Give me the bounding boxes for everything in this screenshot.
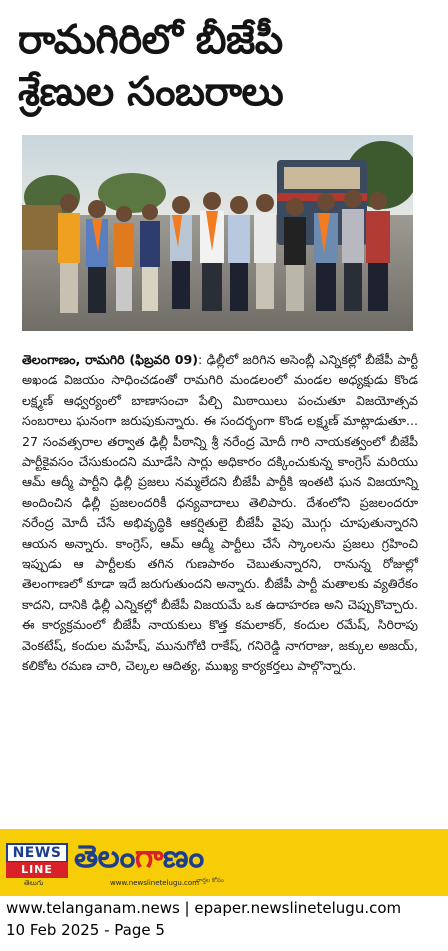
newsline-logo-bottom: LINE: [6, 862, 68, 878]
article-text: : ఢిల్లీలో జరిగిన అసెంబ్లీ ఎన్నికల్లో బీజేపీ పార్టీ అఖండ విజయం సాధించడంతో రామగిరి మండలంలో మండల అధ్యక్షుడు కొండ లక్ష్మణ్ ఆధ్వర్యంలో బాణాసంచా పేల్చి మిఠాయిలు పంచుతూ విజయోత్సవ సంబరాలు ఘనంగా జరుపుకున్నారు. ఈ సందర్భంగా కొండ లక్ష్మణ్ మాట్లాడుతూ... 27 సంవత్సరాల తర్వాత ఢిల్లీ పీఠాన్ని శ్రీ నరేంద్ర మోదీ గారి నాయకత్వంలో బీజేపీ పార్టీకైవసం చేసుకుందని మూడేసి సార్లు అధికారం దక్కించుకున్న కాంగ్రెస్ మరియు ఆమ్ ఆద్మీ పార్టీని ఢిల్లీ ప్రజలు నమ్మలేదని బీజేపీ పార్టీకి ఇంతటి ఘన విజయాన్ని అందించిన ఢిల్లీ ప్రజలందరికీ ధన్యవాదాలు తెలిపారు. దేశంలోని ప్రజలందరూ నరేంద్ర మోదీ చేసే అభివృద్ధికి ఆకర్షితులై బీజేపీ వైపు మొగ్గు చూపుతున్నారని ఆయన అన్నారు. కాంగ్రెస్, ఆమ్ ఆద్మీ పార్టీలు చేసే స్కాంలను ప్రజలు గ్రహించి ఇప్పుడు ఆ పార్టీలకు తగిన గుణపాఠం చెబుతున్నారని, రానున్న రోజుల్లో తెలంగాణలో కూడా ఇదే జరుగుతుందని అన్నారు. బీజేపీ పార్టీ మతాలకు వ్యతిరేకం కాదని, దానికి ఢిల్లీ ఎన్నికల్లో బీజేపీ విజయమే ఒక ఉదాహరణ అని చెప్పుకొచ్చారు. ఈ కార్యక్రమంలో బీజేపీ నాయకులు కొత్త కమలాకర్, కందుల రమేష్, సిరిరాపు వెంకటేష్, కందుల మహేష్, మునుగోటి రాకేష్, గనిరెడ్డి నాగరాజు, జక్కుల అజయ్, కలికోట రమణ చారి, చెల్కల ఆదిత్య, ముఖ్య కార్యకర్తలు పాల్గొన్నారు.: [22, 352, 418, 674]
telanganam-logo-part-2: గా: [134, 839, 163, 875]
telanganam-logo-part-3: ణం: [162, 839, 204, 875]
dateline: తెలంగాణం, రామగిరి (ఫిబ్రవరి 09): [22, 352, 199, 367]
group-photo-icon: [22, 135, 413, 331]
article-paragraph: [22, 350, 418, 677]
telanganam-logo-part-1: తెలం: [74, 839, 135, 875]
newsline-logo: [6, 843, 68, 887]
footer-brand-band: [0, 829, 448, 896]
news-photo: [22, 135, 413, 331]
source-urls: www.telanganam.news | epaper.newslinetelugu.com: [6, 899, 402, 917]
newsline-logo-top: NEWS: [6, 843, 68, 863]
article-body: [22, 350, 418, 677]
logo-url: www.newslinetelugu.com: [110, 879, 199, 887]
headline-line-1: రామగిరిలో బీజేపీ: [18, 17, 283, 63]
headline-line-2: శ్రేణుల సంబరాలు: [18, 69, 284, 115]
headline: [18, 14, 432, 118]
telanganam-logo: [74, 837, 204, 877]
page-date: 10 Feb 2025 - Page 5: [6, 921, 165, 939]
newsline-logo-sub: తెలుగు: [24, 879, 44, 887]
logo-tagline: వార్తల కోసం: [196, 877, 224, 884]
